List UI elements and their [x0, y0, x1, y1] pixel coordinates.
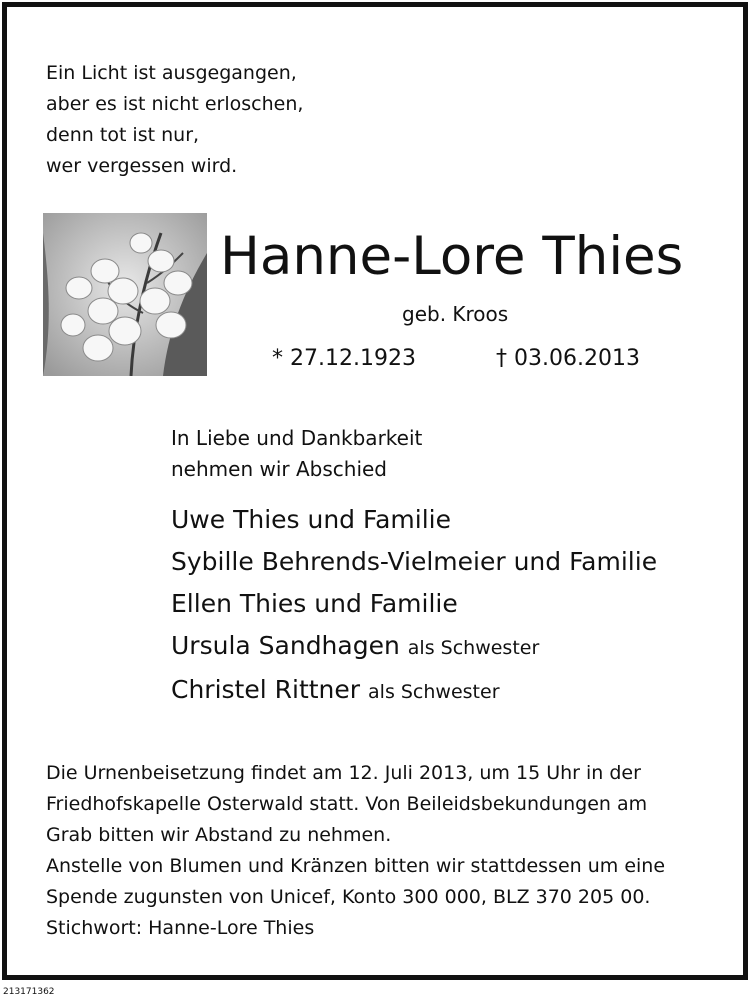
mourner-name: Sybille Behrends-Vielmeier und Familie [171, 547, 658, 576]
notice-line: Friedhofskapelle Osterwald statt. Von Beileidsbekundungen am [46, 793, 648, 815]
mourner-entry [171, 541, 657, 583]
mourner-name: Ursula Sandhagen [171, 631, 400, 660]
poem-line: Ein Licht ist ausgegangen, [46, 62, 297, 84]
farewell-intro [171, 423, 422, 485]
intro-line: nehmen wir Abschied [171, 457, 387, 481]
mourner-name: Ellen Thies und Familie [171, 589, 458, 618]
mourner-name: Christel Rittner [171, 675, 361, 704]
mourner-relation: als Schwester [407, 637, 540, 659]
death-date: † 03.06.2013 [496, 346, 640, 371]
mourner-entry [171, 625, 657, 669]
mourner-relation: als Schwester [368, 681, 500, 703]
reference-code: 213171362 [3, 987, 55, 997]
birth-name: geb. Kroos [402, 302, 509, 326]
lily-of-the-valley-image [43, 213, 207, 376]
poem [46, 58, 303, 182]
mourner-entry [171, 499, 657, 541]
notice-line: Grab bitten wir Abstand zu nehmen. [46, 824, 392, 846]
funeral-notice [46, 758, 665, 944]
mourners-list [171, 499, 657, 713]
notice-line: Spende zugunsten von Unicef, Konto 300 000, BLZ 370 205 00. [46, 886, 651, 908]
mourner-entry [171, 669, 657, 713]
deceased-name: Hanne-Lore Thies [220, 226, 684, 287]
poem-line: denn tot ist nur, [46, 124, 200, 146]
birth-date: * 27.12.1923 [272, 346, 416, 371]
notice-line: Anstelle von Blumen und Kränzen bitten wir stattdessen um eine [46, 855, 666, 877]
intro-line: In Liebe und Dankbarkeit [171, 426, 423, 450]
notice-line: Stichwort: Hanne-Lore Thies [46, 917, 315, 939]
mourner-entry [171, 583, 657, 625]
poem-line: wer vergessen wird. [46, 155, 238, 177]
notice-line: Die Urnenbeisetzung findet am 12. Juli 2013, um 15 Uhr in der [46, 762, 641, 784]
poem-line: aber es ist nicht erloschen, [46, 93, 304, 115]
mourner-name: Uwe Thies und Familie [171, 505, 451, 534]
